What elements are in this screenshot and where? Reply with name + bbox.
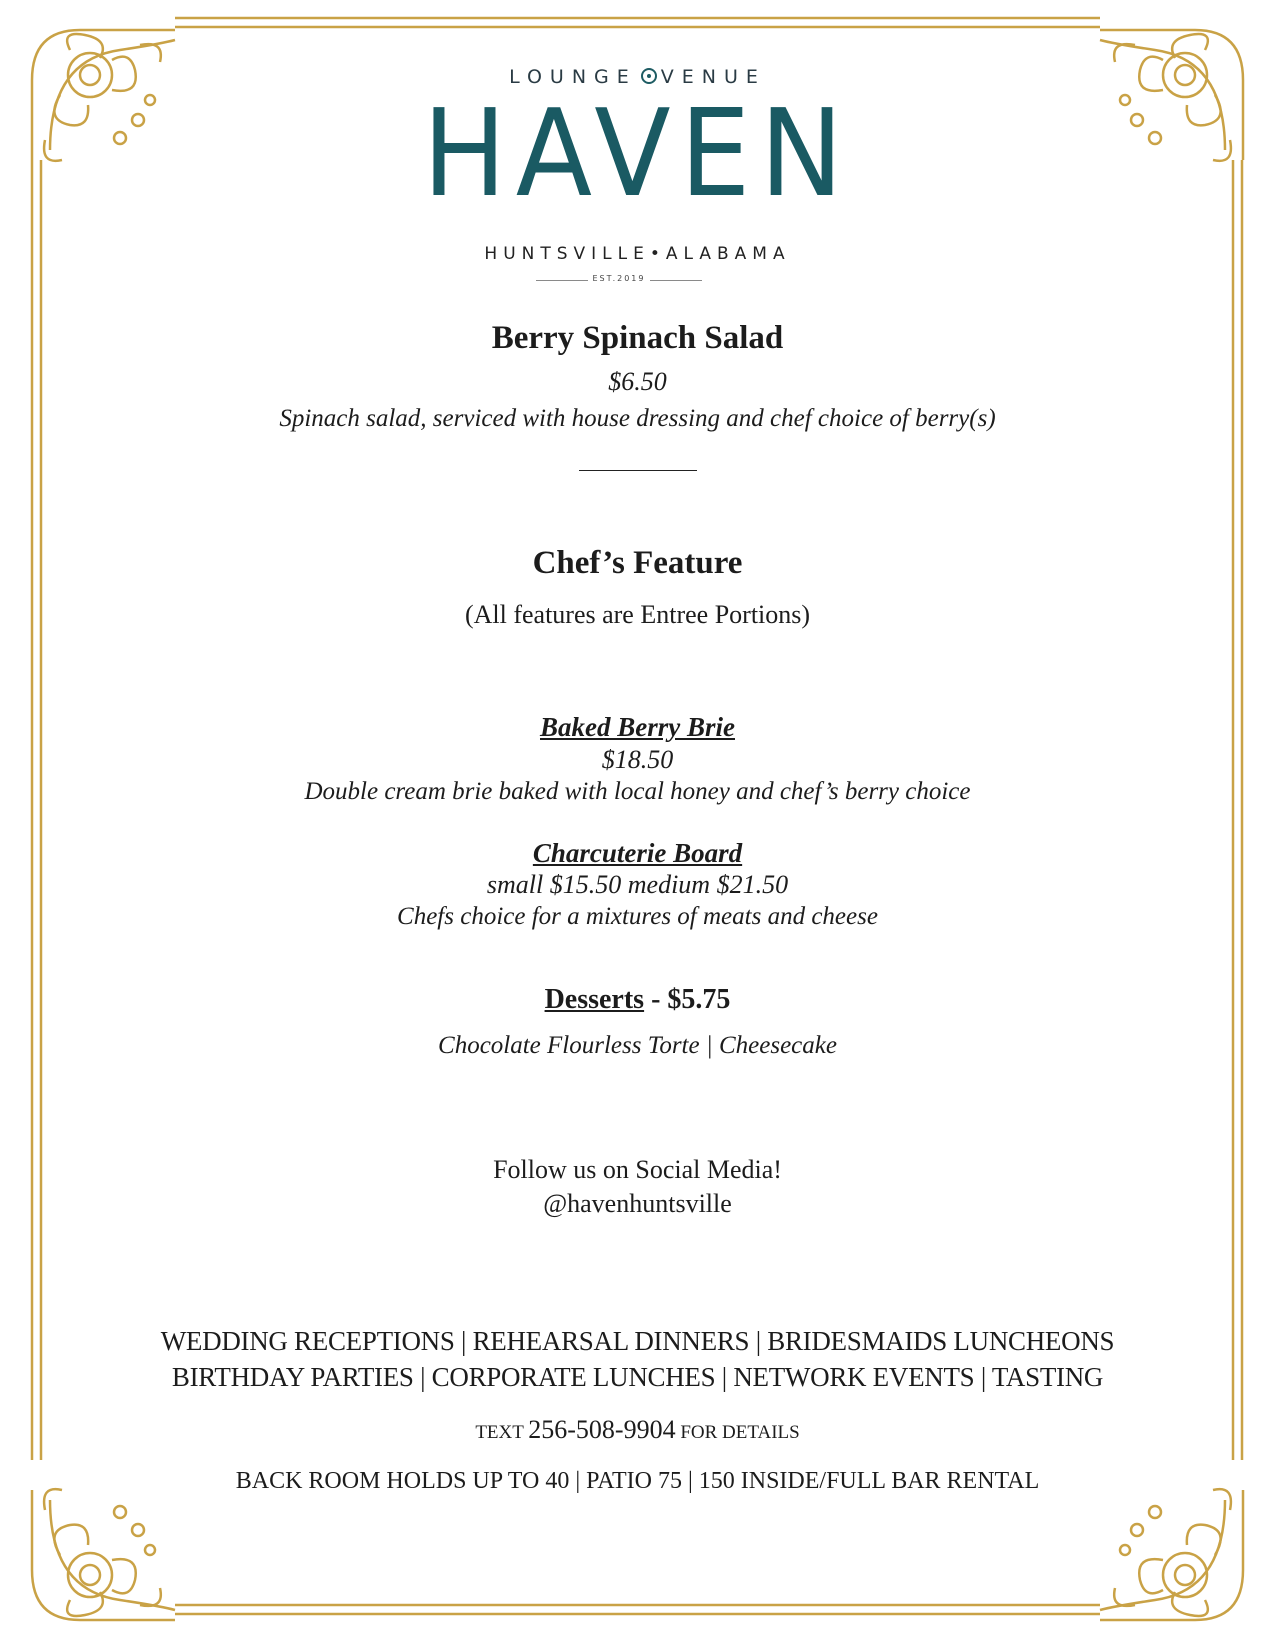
events-line: WEDDING RECEPTIONS | REHEARSAL DINNERS | BRIDESMAIDS LUNCHEONS	[160, 1326, 1115, 1356]
desserts-heading	[0, 984, 1275, 1016]
salad-price: $6.50	[608, 367, 667, 396]
contact-line	[0, 1415, 1275, 1445]
logo-tagline-right: VENUE	[660, 66, 766, 88]
social-line: Follow us on Social Media!	[493, 1155, 782, 1184]
contact-phone: 256-508-9904	[528, 1415, 676, 1444]
salad-title: Berry Spinach Salad	[491, 320, 784, 356]
desserts-title: Desserts	[544, 984, 645, 1015]
section-divider	[579, 470, 697, 471]
feature-note: (All features are Entree Portions)	[464, 600, 811, 629]
logo-wordmark: HAVEN	[422, 85, 853, 224]
item-price: small $15.50 medium $21.50	[486, 870, 789, 899]
logo-location: HUNTSVILLE•ALABAMA	[484, 244, 791, 264]
item-description: Chefs choice for a mixtures of meats and cheese	[397, 903, 878, 930]
feature-title: Chef’s Feature	[532, 545, 743, 581]
salad-description: Spinach salad, serviced with house dressing and chef choice of berry(s)	[279, 405, 996, 432]
item-title: Baked Berry Brie	[540, 712, 735, 742]
item-description: Double cream brie baked with local honey and chef’s berry choice	[304, 778, 971, 805]
social-handle: @havenhuntsville	[543, 1189, 732, 1218]
logo-eye-icon	[641, 68, 657, 84]
item-title: Charcuterie Board	[532, 838, 743, 868]
contact-prefix: TEXT	[475, 1422, 529, 1443]
contact-suffix: FOR DETAILS	[675, 1422, 800, 1443]
events-line: BIRTHDAY PARTIES | CORPORATE LUNCHES | NETWORK EVENTS | TASTING	[171, 1362, 1104, 1392]
logo-established: EST.2019	[588, 274, 650, 283]
item-price: $18.50	[601, 745, 674, 774]
desserts-price: - $5.75	[644, 984, 731, 1015]
desserts-options: Chocolate Flourless Torte | Cheesecake	[438, 1032, 837, 1059]
logo-tagline-left: LOUNGE	[509, 66, 637, 88]
capacity-line: BACK ROOM HOLDS UP TO 40 | PATIO 75 | 150 INSIDE/FULL BAR RENTAL	[235, 1468, 1040, 1494]
